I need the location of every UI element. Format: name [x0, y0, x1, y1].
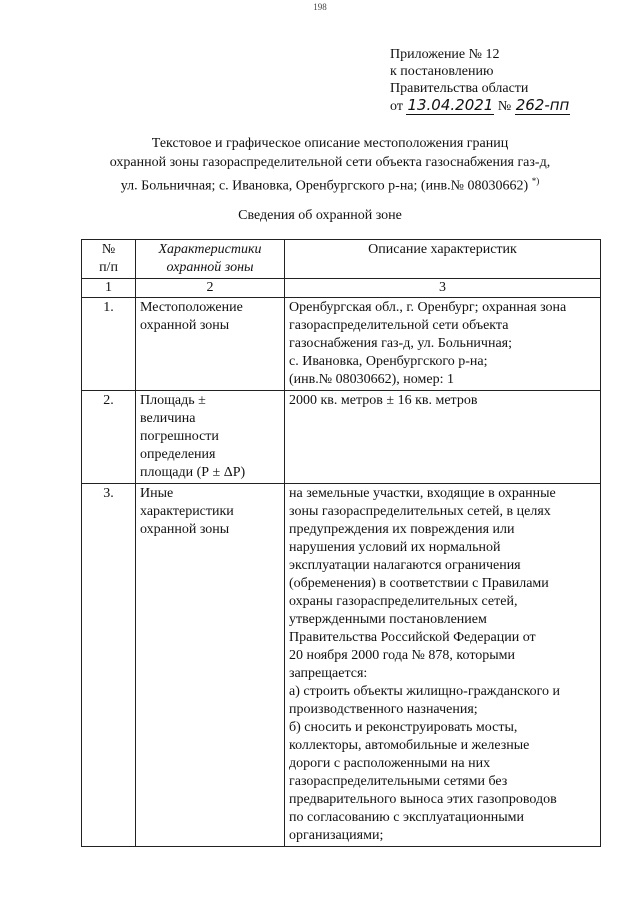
- description-line: газораспределительными сетями без: [289, 774, 508, 789]
- date-prefix: от: [390, 99, 403, 114]
- document-title: [60, 134, 600, 196]
- appendix-block: [390, 46, 570, 115]
- characteristic-line: характеристики: [140, 504, 234, 519]
- table-header-row: [82, 240, 601, 279]
- description-line: запрещается:: [289, 666, 368, 681]
- description-line: с. Ивановка, Оренбургского р-на;: [289, 354, 488, 369]
- appendix-date-line: [390, 96, 570, 114]
- description-line: эксплуатации налагаются ограничения: [289, 558, 521, 573]
- row-description: [285, 391, 601, 484]
- row-characteristic: [136, 391, 285, 484]
- appendix-title: Приложение № 12: [390, 47, 500, 62]
- protection-zone-table: [81, 239, 601, 847]
- characteristic-line: Иные: [140, 486, 174, 501]
- description-line: нарушения условий их нормальной: [289, 540, 501, 555]
- row-number: 2.: [82, 391, 136, 484]
- characteristic-line: Площадь ±: [140, 393, 206, 408]
- description-line: б) сносить и реконструировать мосты,: [289, 720, 518, 735]
- section-subtitle: Сведения об охранной зоне: [238, 208, 402, 223]
- description-line: предупреждения их повреждения или: [289, 522, 515, 537]
- number-prefix: №: [497, 99, 512, 114]
- description-line: организациями;: [289, 828, 384, 843]
- description-line: зоны газораспределительных сетей, в целях: [289, 504, 551, 519]
- footnote-mark: *): [531, 176, 540, 186]
- row-description: [285, 298, 601, 391]
- description-line: дороги с расположенными на них: [289, 756, 491, 771]
- description-line: (инв.№ 08030662), номер: 1: [289, 372, 454, 387]
- description-line: утвержденными постановлением: [289, 612, 487, 627]
- row-characteristic: [136, 298, 285, 391]
- column-number-1: 1: [82, 279, 136, 298]
- appendix-resolution: к постановлению: [390, 64, 494, 79]
- title-line-1: Текстовое и графическое описание местоположения границ: [151, 136, 509, 151]
- characteristic-line: определения: [140, 447, 216, 462]
- row-number: 1.: [82, 298, 136, 391]
- column-number-row: [82, 279, 601, 298]
- title-line-3: ул. Больничная; с. Ивановка, Оренбургского р-на; (инв.№ 08030662) *): [120, 176, 540, 194]
- characteristic-line: охранной зоны: [140, 522, 230, 537]
- description-line: предварительного выноса этих газопроводов: [289, 792, 557, 807]
- row-description: [285, 484, 601, 847]
- handwritten-number: 262-пп: [515, 96, 570, 114]
- table-body: [82, 298, 601, 847]
- header-description: Описание характеристик: [285, 240, 601, 279]
- description-line: (обременения) в соответствии с Правилами: [289, 576, 549, 591]
- header-number: № п/п: [82, 240, 136, 279]
- characteristic-line: охранной зоны: [140, 318, 230, 333]
- description-line: охраны газораспределительных сетей,: [289, 594, 518, 609]
- description-line: газоснабжения газ-д, ул. Больничная;: [289, 336, 513, 351]
- characteristic-line: величина: [140, 411, 196, 426]
- description-line: 2000 кв. метров ± 16 кв. метров: [289, 393, 478, 408]
- description-line: производственного назначения;: [289, 702, 478, 717]
- description-line: Оренбургская обл., г. Оренбург; охранная зона: [289, 300, 567, 315]
- appendix-government: Правительства области: [390, 81, 529, 96]
- description-line: по согласованию с эксплуатационными: [289, 810, 524, 825]
- table-row: [82, 298, 601, 391]
- table-row: [82, 484, 601, 847]
- column-number-2: 2: [136, 279, 285, 298]
- handwritten-date: 13.04.2021: [407, 96, 494, 114]
- description-line: 20 ноября 2000 года № 878, которыми: [289, 648, 516, 663]
- column-number-3: 3: [285, 279, 601, 298]
- characteristic-line: Местоположение: [140, 300, 243, 315]
- row-number: 3.: [82, 484, 136, 847]
- description-line: Правительства Российской Федерации от: [289, 630, 536, 645]
- description-line: коллекторы, автомобильные и железные: [289, 738, 530, 753]
- characteristic-line: площади (Р ± ΔР): [140, 465, 246, 480]
- description-line: на земельные участки, входящие в охранные: [289, 486, 556, 501]
- title-line-2: охранной зоны газораспределительной сети объекта газоснабжения газ-д,: [109, 155, 551, 170]
- characteristic-line: погрешности: [140, 429, 219, 444]
- description-line: газораспределительной сети объекта: [289, 318, 509, 333]
- row-characteristic: [136, 484, 285, 847]
- table-row: [82, 391, 601, 484]
- header-characteristics: Характеристики охранной зоны: [136, 240, 285, 279]
- description-line: а) строить объекты жилищно-гражданского и: [289, 684, 560, 699]
- page-number: 198: [313, 2, 327, 12]
